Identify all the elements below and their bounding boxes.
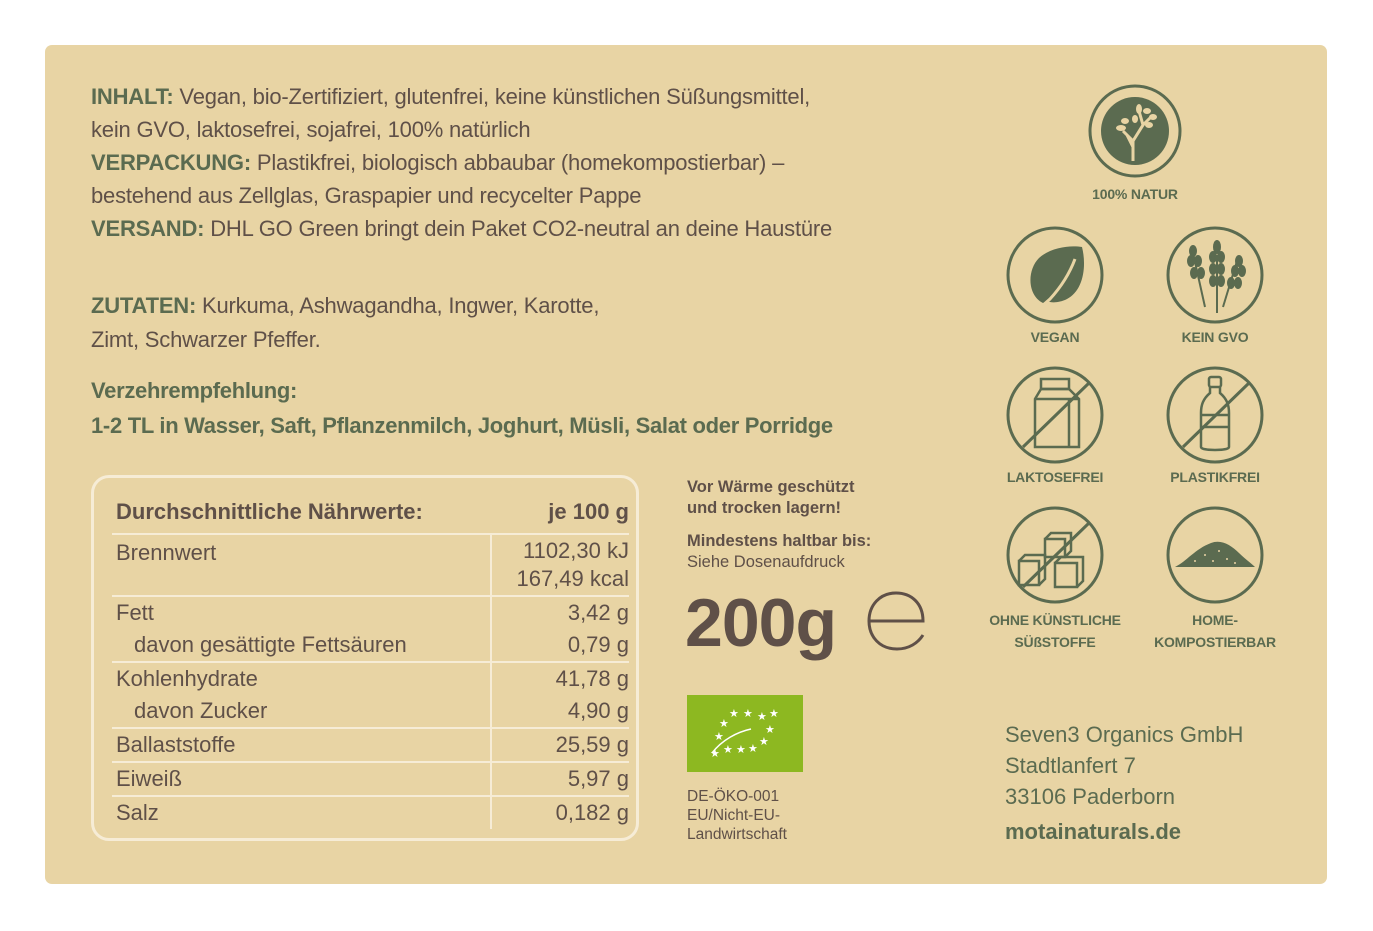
storage-instructions <box>687 477 854 519</box>
bottle-crossed-icon <box>1165 365 1265 465</box>
nutrient-name: Salz <box>112 796 491 829</box>
table-row <box>112 662 629 695</box>
ingredients-label: ZUTATEN: <box>91 293 197 318</box>
recommendation-text: 1-2 TL in Wasser, Saft, Pflanzenmilch, Joghurt, Müsli, Salat oder Porridge <box>91 413 833 438</box>
nutrient-value: 3,42 g <box>491 596 629 629</box>
verpackung-label: VERPACKUNG: <box>91 150 251 175</box>
svg-text:★: ★ <box>710 747 720 760</box>
verpackung-line-2: bestehend aus Zellglas, Graspapier und recycelter Pappe <box>91 183 642 208</box>
nutrient-value: 0,182 g <box>491 796 629 829</box>
product-info <box>91 80 971 245</box>
eu-organic-logo <box>687 695 803 772</box>
inhalt-label: INHALT: <box>91 84 174 109</box>
svg-text:★: ★ <box>769 707 779 720</box>
nutrition-facts-box <box>91 475 639 841</box>
badge-homekompostierbar <box>1135 505 1295 653</box>
badge-label-1: HOME- <box>1192 612 1238 628</box>
tree-icon <box>1087 83 1183 179</box>
nutrient-value: 5,97 g <box>491 762 629 796</box>
nutrient-name: Brennwert <box>116 540 217 565</box>
nutrition-header-unit: je 100 g <box>491 496 629 534</box>
website-link[interactable]: motainaturals.de <box>1005 819 1182 844</box>
ingredients <box>91 289 971 357</box>
badge-laktosefrei <box>995 365 1115 488</box>
badge-vegan <box>995 225 1115 348</box>
nutrient-name: Kohlenhydrate <box>112 662 491 695</box>
ingredients-text: Kurkuma, Ashwagandha, Ingwer, Karotte, <box>196 293 600 318</box>
verpackung-text: Plastikfrei, biologisch abbaubar (homekompostierbar) – <box>250 150 785 175</box>
nutrient-name: Ballaststoffe <box>112 728 491 762</box>
badge-label-2: SÜßSTOFFE <box>1014 634 1096 650</box>
svg-text:★: ★ <box>765 723 775 736</box>
sugar-cubes-crossed-icon <box>1005 505 1105 605</box>
versand-line <box>91 212 971 245</box>
wheat-icon <box>1165 225 1265 325</box>
table-row <box>112 534 629 596</box>
badge-plastikfrei <box>1155 365 1275 488</box>
net-weight: 200g <box>685 585 836 661</box>
product-label <box>45 45 1327 884</box>
leaf-icon <box>1005 225 1105 325</box>
storage-line-1: Vor Wärme geschützt <box>687 478 855 496</box>
svg-text:★: ★ <box>719 717 729 730</box>
versand-label: VERSAND: <box>91 216 205 241</box>
organic-code: DE-ÖKO-001 <box>687 788 780 805</box>
inhalt-line <box>91 80 971 113</box>
badge-label: LAKTOSEFREI <box>1006 469 1104 485</box>
badge-natur <box>1075 83 1195 205</box>
badge-label: 100% NATUR <box>1092 186 1178 202</box>
svg-text:★: ★ <box>736 743 746 756</box>
recommendation-label: Verzehrempfehlung: <box>91 378 298 403</box>
badge-label-2: KOMPOSTIERBAR <box>1154 634 1276 650</box>
nutrient-name: Fett <box>112 596 491 629</box>
consumption-recommendation <box>91 373 971 443</box>
table-row <box>112 695 629 728</box>
nutrient-name: davon Zucker <box>134 698 268 723</box>
organic-control-code <box>687 787 787 844</box>
nutrition-table <box>112 496 629 829</box>
table-row <box>112 728 629 762</box>
svg-text:★: ★ <box>759 735 769 748</box>
compost-pile-icon <box>1165 505 1265 605</box>
nutrition-header-label: Durchschnittliche Nährwerte: <box>112 496 491 534</box>
nutrient-name: Eiweiß <box>112 762 491 796</box>
milk-carton-crossed-icon <box>1005 365 1105 465</box>
energy-kj: 1102,30 kJ <box>522 538 629 563</box>
table-row <box>112 796 629 829</box>
svg-text:★: ★ <box>723 743 733 756</box>
svg-text:★: ★ <box>714 730 724 743</box>
badge-kein-gvo <box>1155 225 1275 348</box>
svg-text:★: ★ <box>757 710 767 723</box>
estimated-sign-icon <box>865 585 927 655</box>
badge-label-1: OHNE KÜNSTLICHE <box>989 612 1121 628</box>
organic-origin-2: Landwirtschaft <box>687 826 787 843</box>
organic-origin-1: EU/Nicht-EU- <box>687 807 781 824</box>
nutrient-value <box>491 534 629 596</box>
nutrient-value: 25,59 g <box>491 728 629 762</box>
svg-text:★: ★ <box>743 707 753 720</box>
badge-label: PLASTIKFREI <box>1170 469 1260 485</box>
table-row <box>112 629 629 662</box>
company-address <box>1005 719 1243 812</box>
ingredients-line-2: Zimt, Schwarzer Pfeffer. <box>91 327 321 352</box>
badge-label: KEIN GVO <box>1181 329 1249 345</box>
company-city: 33106 Paderborn <box>1005 784 1176 809</box>
best-before-value: Siehe Dosenaufdruck <box>687 553 845 571</box>
company-street: Stadtlanfert 7 <box>1005 753 1136 778</box>
svg-text:★: ★ <box>729 707 739 720</box>
table-row <box>112 596 629 629</box>
badge-ohne-suessstoffe <box>975 505 1135 653</box>
table-row <box>112 762 629 796</box>
inhalt-text: Vegan, bio-Zertifiziert, glutenfrei, keine künstlichen Süßungsmittel, <box>173 84 811 109</box>
badge-label: VEGAN <box>1030 329 1080 345</box>
storage-line-2: und trocken lagern! <box>687 499 842 517</box>
verpackung-line <box>91 146 971 179</box>
svg-text:★: ★ <box>748 742 758 755</box>
energy-kcal: 167,49 kcal <box>516 566 629 591</box>
versand-text: DHL GO Green bringt dein Paket CO2-neutral an deine Haustüre <box>204 216 833 241</box>
nutrition-header-row <box>112 496 629 534</box>
nutrient-name: davon gesättigte Fettsäuren <box>134 632 407 657</box>
ingredients-line <box>91 289 971 323</box>
nutrient-value: 4,90 g <box>491 695 629 728</box>
best-before-label: Mindestens haltbar bis: <box>687 532 872 550</box>
nutrient-value: 0,79 g <box>491 629 629 662</box>
company-name: Seven3 Organics GmbH <box>1005 722 1244 747</box>
inhalt-line-2: kein GVO, laktosefrei, sojafrei, 100% natürlich <box>91 117 531 142</box>
nutrient-value: 41,78 g <box>491 662 629 695</box>
eu-leaf-stars-icon <box>687 695 803 772</box>
